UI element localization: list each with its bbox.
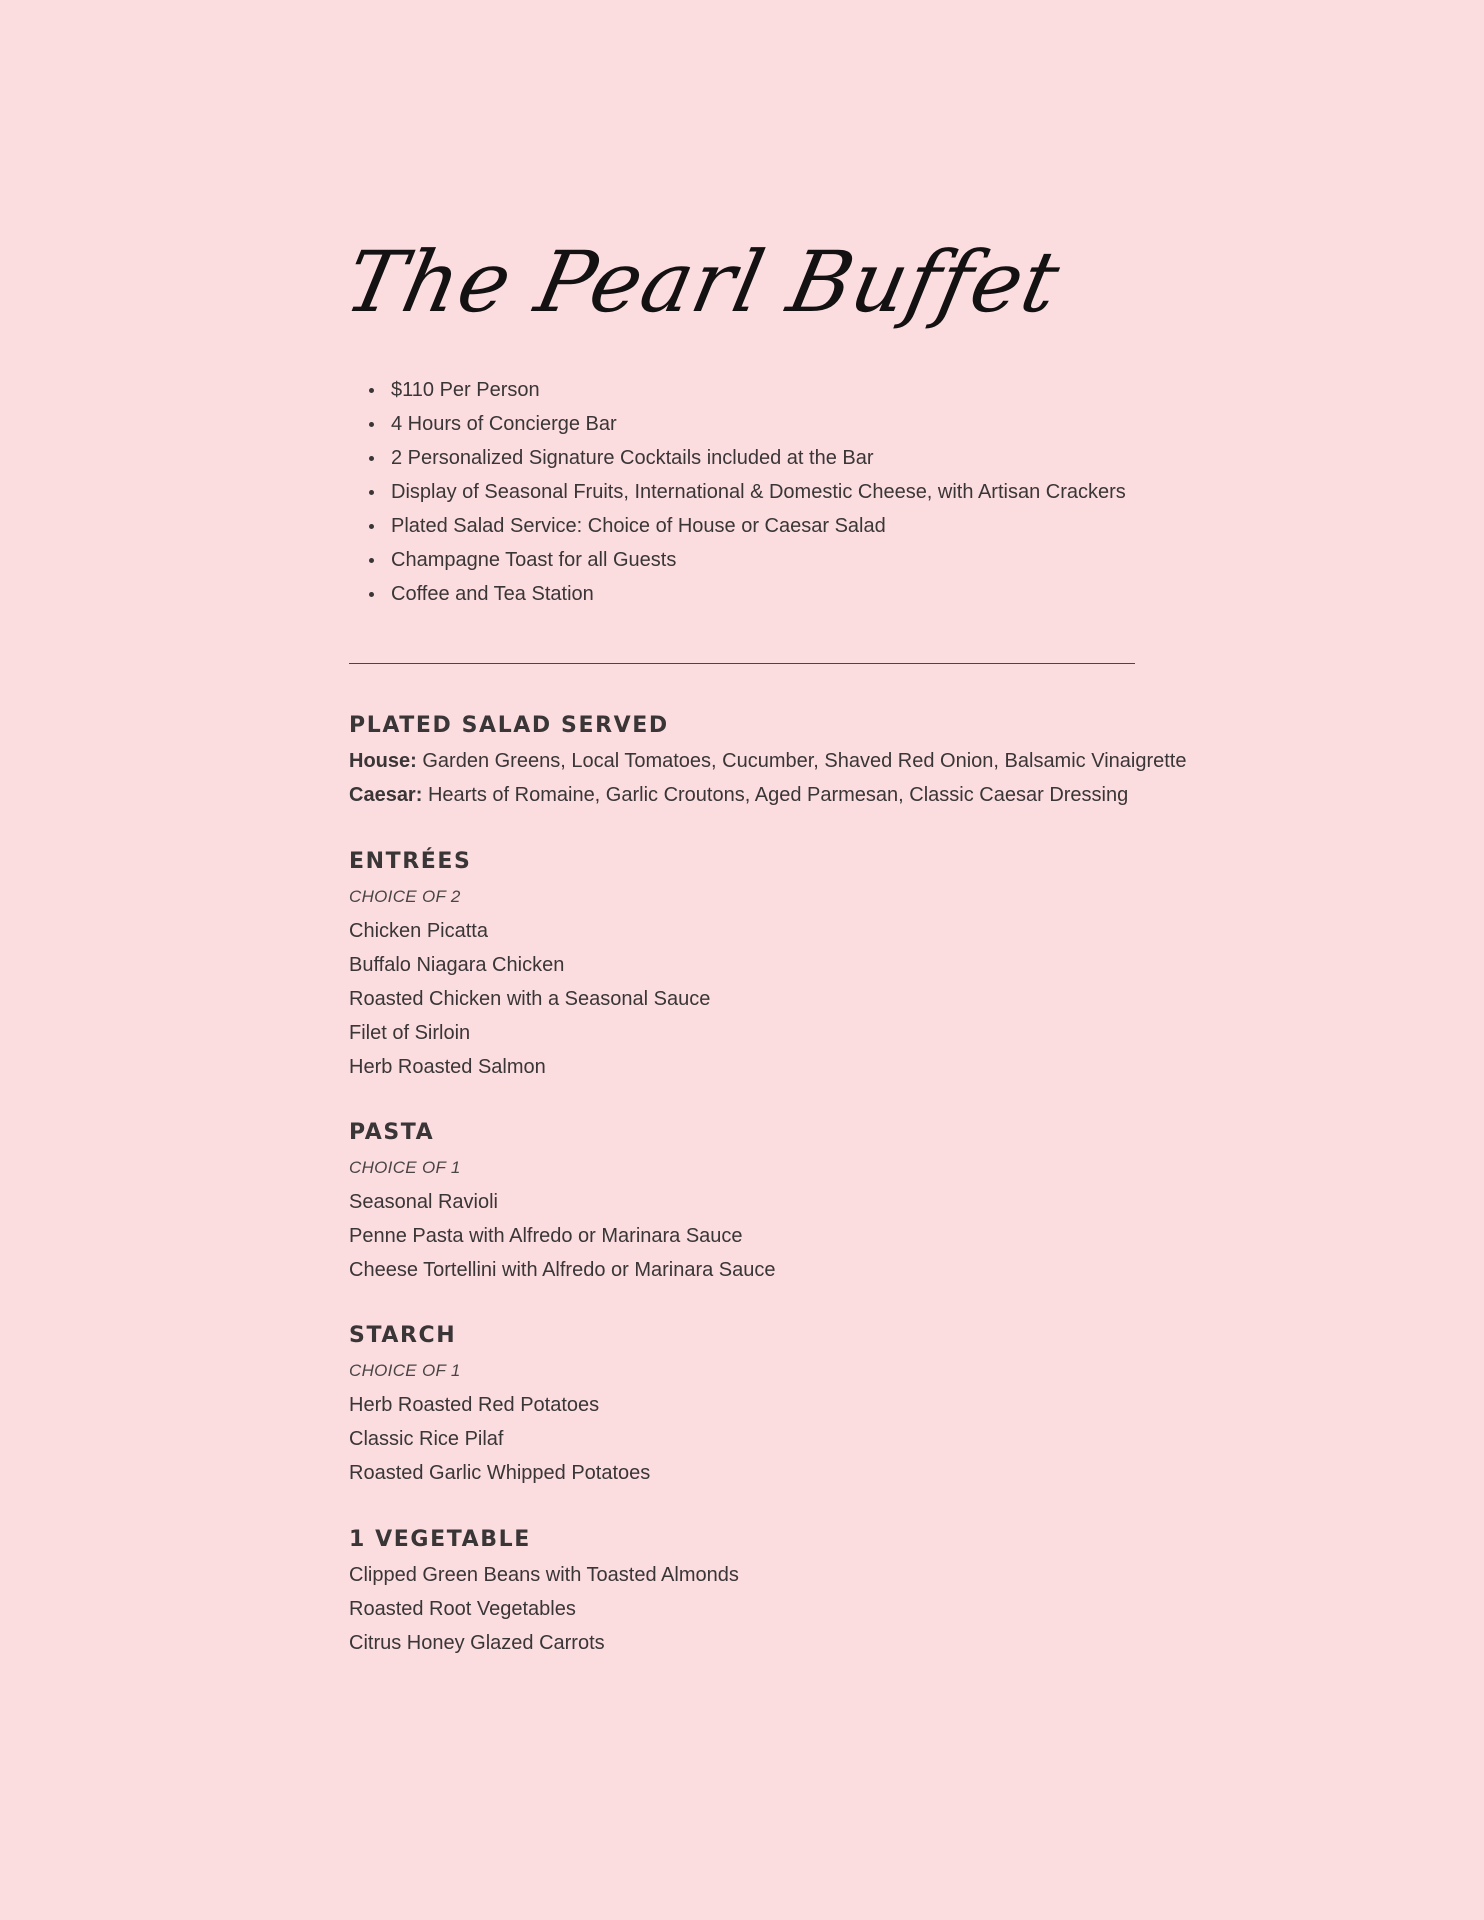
entrees-choice-note: CHOICE OF 2 <box>349 887 461 906</box>
starch-section <box>349 1318 1169 1490</box>
house-label: House: <box>349 750 417 772</box>
highlight-item: Plated Salad Service: Choice of House or Caesar Salad <box>369 509 1126 543</box>
highlight-item: Display of Seasonal Fruits, International & Domestic Cheese, with Artisan Crackers <box>369 475 1126 509</box>
highlight-item: Champagne Toast for all Guests <box>369 543 1126 577</box>
highlight-item: Coffee and Tea Station <box>369 577 1126 611</box>
section-divider <box>349 663 1135 664</box>
entree-item: Buffalo Niagara Chicken <box>349 954 565 976</box>
pasta-choice-note: CHOICE OF 1 <box>349 1158 461 1177</box>
pasta-section <box>349 1115 1169 1287</box>
caesar-description: Hearts of Romaine, Garlic Croutons, Aged Parmesan, Classic Caesar Dressing <box>422 784 1129 806</box>
entrees-heading: ENTRÉES <box>349 849 472 874</box>
entree-item: Chicken Picatta <box>349 920 488 942</box>
vegetable-item: Citrus Honey Glazed Carrots <box>349 1632 605 1654</box>
starch-item: Herb Roasted Red Potatoes <box>349 1394 600 1416</box>
salad-heading: PLATED SALAD SERVED <box>349 713 669 738</box>
salad-section <box>349 708 1187 812</box>
menu-title: The Pearl Buffet <box>337 233 1069 331</box>
pasta-item: Seasonal Ravioli <box>349 1191 498 1213</box>
starch-heading: STARCH <box>349 1323 457 1348</box>
highlight-item: $110 Per Person <box>369 373 1126 407</box>
package-highlights-list <box>369 373 1126 611</box>
vegetable-item: Clipped Green Beans with Toasted Almonds <box>349 1564 739 1586</box>
salad-house-line <box>349 744 1187 778</box>
entrees-section <box>349 844 1169 1084</box>
pasta-heading: PASTA <box>349 1120 435 1145</box>
starch-choice-note: CHOICE OF 1 <box>349 1361 461 1380</box>
starch-item: Classic Rice Pilaf <box>349 1428 504 1450</box>
salad-caesar-line <box>349 778 1169 812</box>
entree-item: Roasted Chicken with a Seasonal Sauce <box>349 988 711 1010</box>
vegetable-heading: 1 VEGETABLE <box>349 1527 531 1552</box>
starch-item: Roasted Garlic Whipped Potatoes <box>349 1462 651 1484</box>
house-description: Garden Greens, Local Tomatoes, Cucumber, Shaved Red Onion, Balsamic Vinaigrette <box>416 750 1187 772</box>
vegetable-section <box>349 1522 1169 1660</box>
highlight-item: 4 Hours of Concierge Bar <box>369 407 1126 441</box>
highlight-item: 2 Personalized Signature Cocktails included at the Bar <box>369 441 1126 475</box>
pasta-item: Cheese Tortellini with Alfredo or Marinara Sauce <box>349 1259 776 1281</box>
caesar-label: Caesar: <box>349 784 423 806</box>
vegetable-item: Roasted Root Vegetables <box>349 1598 576 1620</box>
pasta-item: Penne Pasta with Alfredo or Marinara Sauce <box>349 1225 743 1247</box>
entree-item: Filet of Sirloin <box>349 1022 471 1044</box>
entree-item: Herb Roasted Salmon <box>349 1056 546 1078</box>
